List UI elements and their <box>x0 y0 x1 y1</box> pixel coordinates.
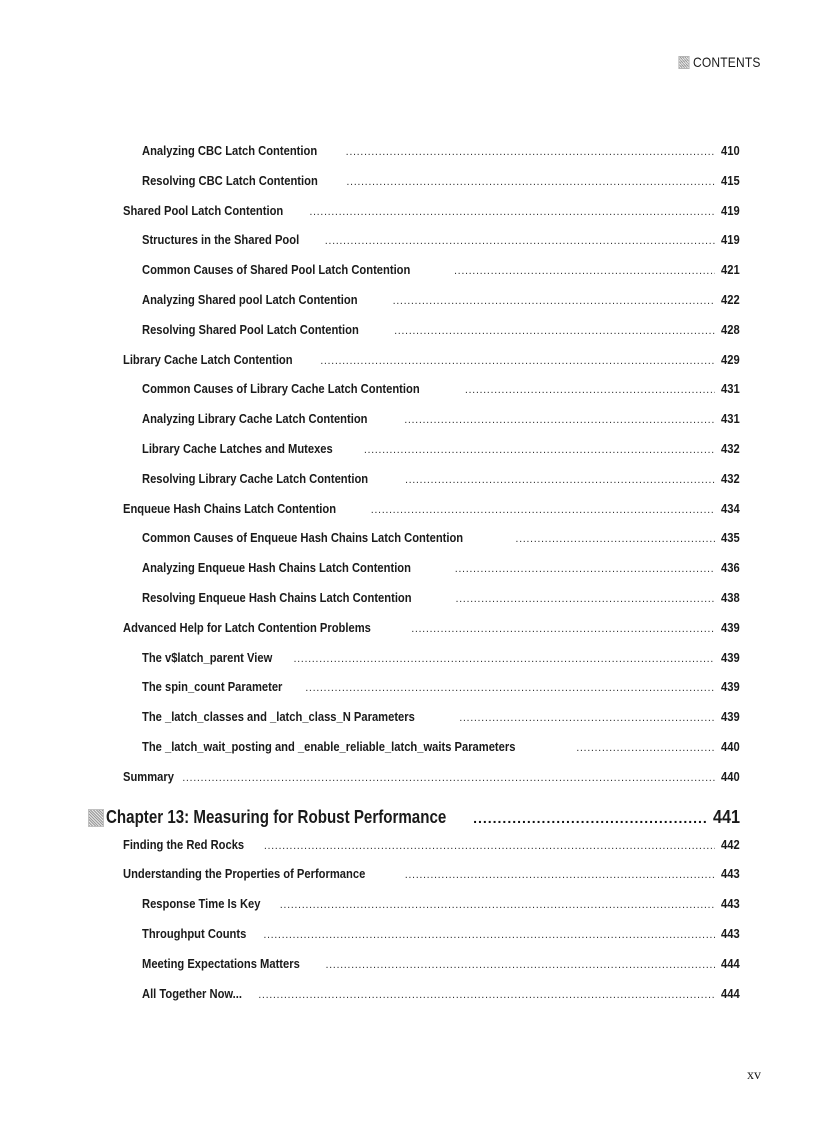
page-number: xv <box>747 1068 761 1083</box>
toc-entry-title: Analyzing Library Cache Latch Contention <box>142 411 368 427</box>
toc-entry[interactable] <box>123 560 740 590</box>
toc-entry-title: The spin_count Parameter <box>142 679 283 695</box>
leader-dots <box>455 593 715 605</box>
toc-entry[interactable] <box>123 441 740 471</box>
running-header-title: CONTENTS <box>693 54 761 70</box>
toc-entry-page: 443 <box>721 925 740 941</box>
leader-dots <box>454 265 715 277</box>
toc-entry-title: All Together Now... <box>142 985 243 1001</box>
leader-dots <box>394 325 715 337</box>
toc-entry[interactable] <box>123 986 740 1016</box>
leader-dots <box>258 989 715 1001</box>
toc-entry-page: 419 <box>721 202 740 218</box>
toc-entry-title: Shared Pool Latch Contention <box>123 202 284 218</box>
toc-entry[interactable] <box>123 292 740 322</box>
toc-entry-page: 429 <box>721 351 740 367</box>
toc-chapter-page: 441 <box>712 807 740 828</box>
leader-dots <box>465 384 715 396</box>
toc-entry[interactable] <box>123 590 740 620</box>
leader-dots <box>182 772 715 784</box>
toc-entry-page: 439 <box>721 679 740 695</box>
toc-entry-page: 435 <box>721 530 740 546</box>
toc-entry[interactable] <box>123 956 740 986</box>
toc-entry-page: 421 <box>721 262 740 278</box>
toc-entry-title: The v$latch_parent View <box>142 649 273 665</box>
section-marker-icon <box>679 56 690 69</box>
toc-entry-page: 438 <box>721 589 740 605</box>
leader-dots <box>326 959 716 971</box>
toc-entry[interactable] <box>123 620 740 650</box>
toc-entry[interactable] <box>123 203 740 233</box>
leader-dots <box>305 682 715 694</box>
toc-entry-page: 440 <box>721 738 740 754</box>
leader-dots <box>325 235 716 247</box>
toc-entry-title: Resolving Shared Pool Latch Contention <box>142 321 359 337</box>
toc-entry-title: The _latch_classes and _latch_class_N Parameters <box>142 709 415 725</box>
toc-entry[interactable] <box>123 530 740 560</box>
leader-dots <box>576 742 715 754</box>
toc-entry[interactable] <box>123 232 740 262</box>
toc-entry-title: Resolving Library Cache Latch Contention <box>142 470 369 486</box>
toc-entry-page: 444 <box>721 955 740 971</box>
toc-entry[interactable] <box>123 173 740 203</box>
leader-dots <box>309 206 715 218</box>
toc-entry-title: Common Causes of Shared Pool Latch Contention <box>142 262 411 278</box>
toc-chapter-title: Chapter 13: Measuring for Robust Performance <box>106 807 447 828</box>
toc-entry-page: 440 <box>721 768 740 784</box>
toc-entry[interactable] <box>123 352 740 382</box>
toc-entry-title: Understanding the Properties of Performance <box>123 866 366 882</box>
toc-entry-page: 444 <box>721 985 740 1001</box>
leader-dots <box>346 176 715 188</box>
toc-entry-title: Analyzing Enqueue Hash Chains Latch Contention <box>142 560 411 576</box>
toc-entry[interactable] <box>123 381 740 411</box>
toc-entry[interactable] <box>123 896 740 926</box>
toc-entry-page: 434 <box>721 500 740 516</box>
toc-entry-title: Analyzing Shared pool Latch Contention <box>142 291 358 307</box>
leader-dots <box>405 474 715 486</box>
toc-entry-title: Enqueue Hash Chains Latch Contention <box>123 500 337 516</box>
leader-dots <box>455 563 716 575</box>
toc-entry[interactable] <box>123 709 740 739</box>
running-header <box>679 54 761 70</box>
toc-entry-title: Library Cache Latch Contention <box>123 351 293 367</box>
leader-dots <box>393 295 716 307</box>
table-of-contents <box>106 143 740 1015</box>
toc-entry-title: Meeting Expectations Matters <box>142 955 300 971</box>
leader-dots <box>411 623 715 635</box>
leader-dots <box>263 929 715 941</box>
toc-entry-title: Resolving CBC Latch Contention <box>142 172 318 188</box>
toc-entry-title: Throughput Counts <box>142 925 247 941</box>
toc-entry[interactable] <box>123 837 740 867</box>
toc-entry[interactable] <box>123 411 740 441</box>
toc-entry[interactable] <box>123 471 740 501</box>
toc-entry-page: 432 <box>721 470 740 486</box>
toc-entry[interactable] <box>123 679 740 709</box>
toc-entry-page: 439 <box>721 709 740 725</box>
chapter-marker-icon <box>88 809 104 827</box>
leader-dots <box>320 355 715 367</box>
toc-entry-title: The _latch_wait_posting and _enable_reliable_latch_waits Parameters <box>142 738 516 754</box>
leader-dots <box>364 444 715 456</box>
toc-entry[interactable] <box>123 143 740 173</box>
toc-entry-page: 436 <box>721 560 740 576</box>
toc-entry-page: 419 <box>721 232 740 248</box>
toc-entry-page: 439 <box>721 649 740 665</box>
leader-dots <box>404 414 715 426</box>
leader-dots <box>459 712 715 724</box>
leader-dots <box>473 810 707 826</box>
leader-dots <box>280 899 716 911</box>
toc-entry-title: Summary <box>123 768 174 784</box>
toc-entry-title: Resolving Enqueue Hash Chains Latch Contention <box>142 589 412 605</box>
toc-entry-page: 431 <box>721 381 740 397</box>
toc-entry-title: Response Time Is Key <box>142 896 261 912</box>
leader-dots <box>294 653 716 665</box>
toc-entry-title: Common Causes of Enqueue Hash Chains Latch Contention <box>142 530 464 546</box>
toc-entry-title: Common Causes of Library Cache Latch Contention <box>142 381 420 397</box>
toc-chapter-entry[interactable] <box>88 799 740 837</box>
leader-dots <box>405 869 716 881</box>
toc-entry-page: 422 <box>721 291 740 307</box>
leader-dots <box>515 533 715 545</box>
toc-entry[interactable] <box>123 926 740 956</box>
toc-entry-page: 442 <box>721 836 740 852</box>
leader-dots <box>346 146 716 158</box>
toc-entry-page: 415 <box>721 172 740 188</box>
toc-entry[interactable] <box>123 322 740 352</box>
toc-entry-page: 410 <box>721 143 740 158</box>
toc-entry[interactable] <box>123 650 740 680</box>
toc-entry[interactable] <box>123 739 740 769</box>
toc-entry-title: Finding the Red Rocks <box>123 836 245 852</box>
toc-entry[interactable] <box>123 501 740 531</box>
toc-entry-title: Advanced Help for Latch Contention Problems <box>123 619 371 635</box>
toc-entry-page: 439 <box>721 619 740 635</box>
toc-entry[interactable] <box>123 866 740 896</box>
toc-entry-page: 443 <box>721 896 740 912</box>
toc-entry-page: 428 <box>721 321 740 337</box>
toc-entry-page: 432 <box>721 440 740 456</box>
toc-entry-title: Analyzing CBC Latch Contention <box>142 143 318 158</box>
toc-entry-page: 443 <box>721 866 740 882</box>
toc-entry[interactable] <box>123 769 740 799</box>
toc-entry[interactable] <box>123 262 740 292</box>
toc-entry-title: Library Cache Latches and Mutexes <box>142 440 333 456</box>
toc-entry-page: 431 <box>721 411 740 427</box>
leader-dots <box>264 840 715 852</box>
leader-dots <box>371 504 716 516</box>
toc-entry-title: Structures in the Shared Pool <box>142 232 300 248</box>
